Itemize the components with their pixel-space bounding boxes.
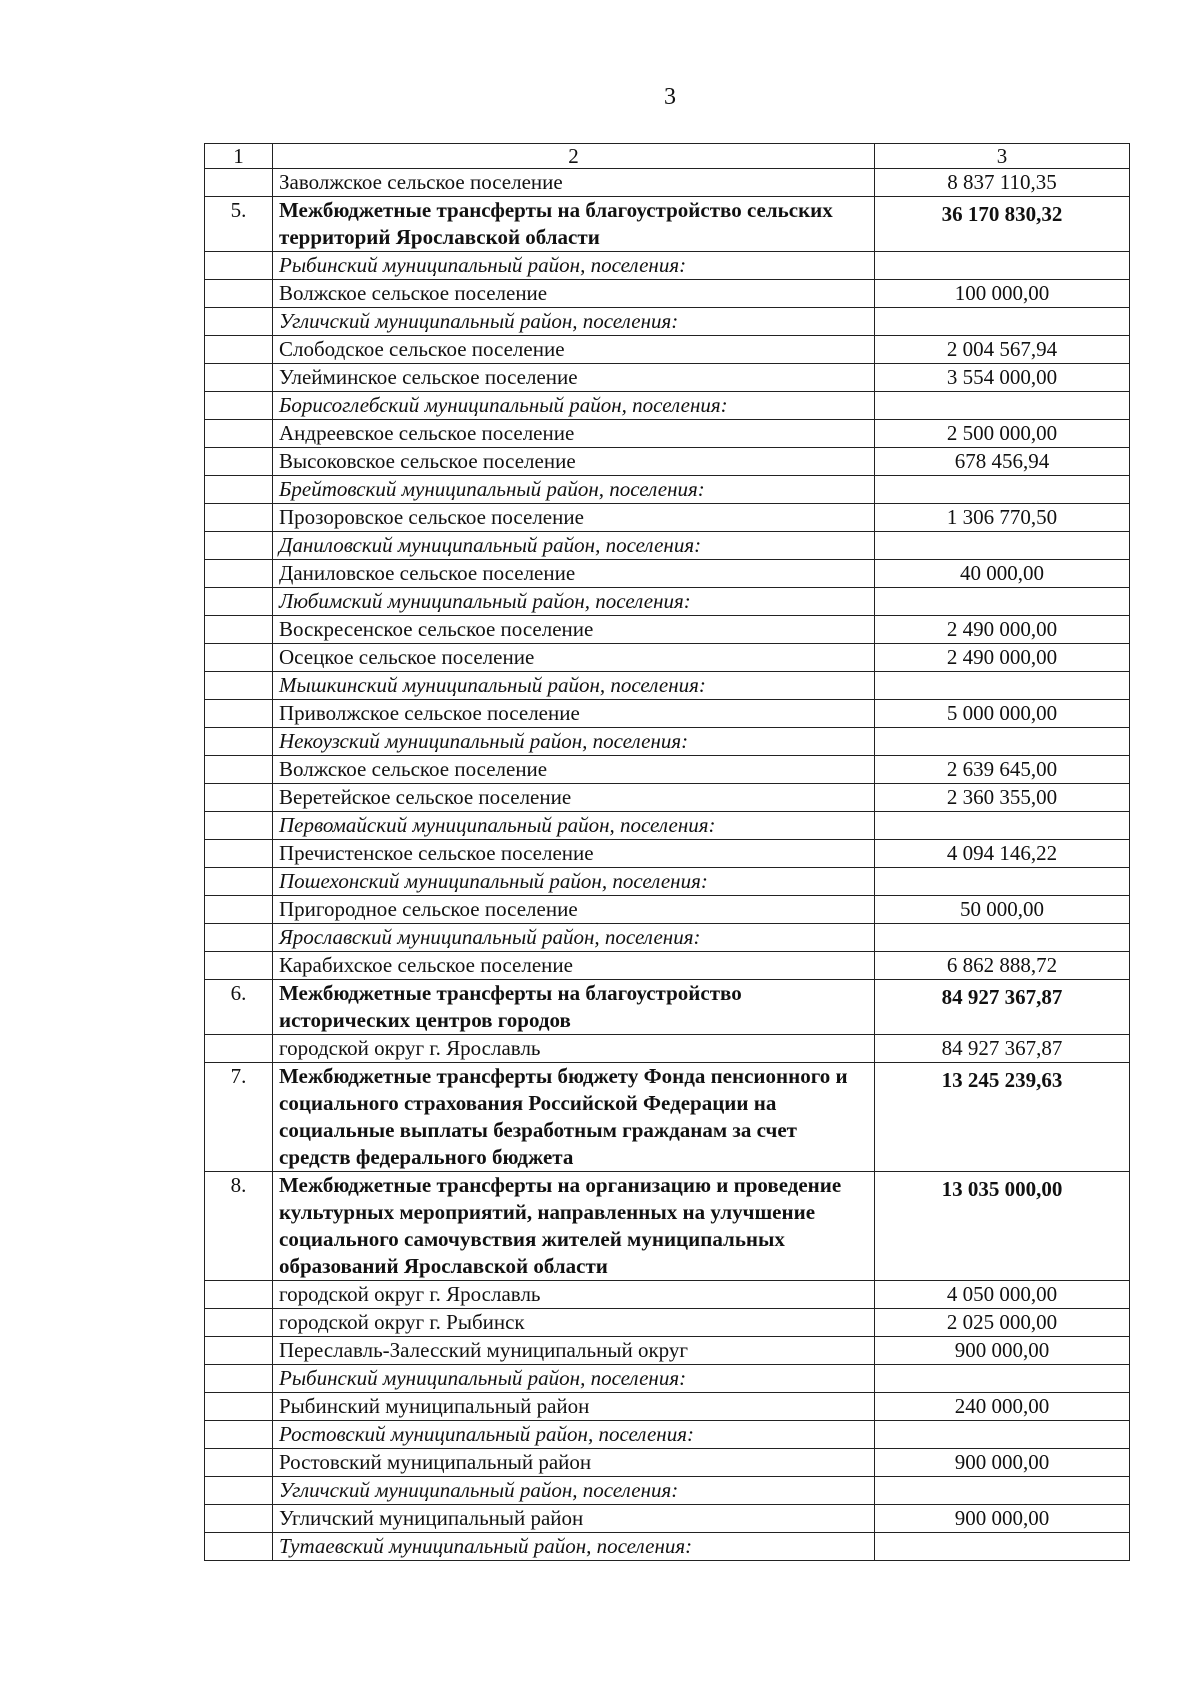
row-amount <box>875 812 1130 840</box>
row-amount <box>875 1477 1130 1505</box>
table-row <box>205 896 1130 924</box>
row-amount: 84 927 367,87 <box>875 980 1130 1035</box>
row-amount: 4 094 146,22 <box>875 840 1130 868</box>
table-row <box>205 952 1130 980</box>
row-number <box>205 1281 273 1309</box>
row-name: Межбюджетные трансферты бюджету Фонда пенсионного и социального страхования Российской Федерации на социальные выплаты безработным гражданам за счет средств федерального бюджета <box>273 1063 875 1172</box>
table-row <box>205 1449 1130 1477</box>
row-amount <box>875 1533 1130 1561</box>
row-number <box>205 1365 273 1393</box>
row-amount: 13 035 000,00 <box>875 1172 1130 1281</box>
row-amount: 900 000,00 <box>875 1449 1130 1477</box>
row-amount <box>875 588 1130 616</box>
row-name: Слободское сельское поселение <box>273 336 875 364</box>
table-row <box>205 1337 1130 1365</box>
header-col-2: 2 <box>273 144 875 169</box>
row-amount: 1 306 770,50 <box>875 504 1130 532</box>
row-number <box>205 756 273 784</box>
row-number <box>205 672 273 700</box>
row-number <box>205 868 273 896</box>
table-row <box>205 756 1130 784</box>
table-row <box>205 169 1130 197</box>
row-amount: 678 456,94 <box>875 448 1130 476</box>
table-row <box>205 420 1130 448</box>
row-number <box>205 252 273 280</box>
row-number <box>205 336 273 364</box>
table-row <box>205 1309 1130 1337</box>
row-amount: 240 000,00 <box>875 1393 1130 1421</box>
row-amount: 6 862 888,72 <box>875 952 1130 980</box>
section-row <box>205 1172 1130 1281</box>
row-name: Ярославский муниципальный район, поселения: <box>273 924 875 952</box>
row-number <box>205 1337 273 1365</box>
row-number <box>205 924 273 952</box>
row-number <box>205 1477 273 1505</box>
table-row <box>205 1035 1130 1063</box>
row-number <box>205 700 273 728</box>
row-number <box>205 1393 273 1421</box>
row-number: 8. <box>205 1172 273 1281</box>
row-name: Прозоровское сельское поселение <box>273 504 875 532</box>
row-name: Угличский муниципальный район <box>273 1505 875 1533</box>
row-amount <box>875 1421 1130 1449</box>
row-amount <box>875 392 1130 420</box>
row-name: Угличский муниципальный район, поселения: <box>273 1477 875 1505</box>
row-amount <box>875 476 1130 504</box>
row-amount: 2 360 355,00 <box>875 784 1130 812</box>
row-name: Пригородное сельское поселение <box>273 896 875 924</box>
row-name: Осецкое сельское поселение <box>273 644 875 672</box>
row-number <box>205 476 273 504</box>
row-name: Ростовский муниципальный район, поселения: <box>273 1421 875 1449</box>
row-amount: 13 245 239,63 <box>875 1063 1130 1172</box>
row-number: 7. <box>205 1063 273 1172</box>
row-amount: 2 004 567,94 <box>875 336 1130 364</box>
district-row <box>205 868 1130 896</box>
header-col-3: 3 <box>875 144 1130 169</box>
row-name: Межбюджетные трансферты на благоустройство сельских территорий Ярославской области <box>273 197 875 252</box>
row-number: 6. <box>205 980 273 1035</box>
row-name: Межбюджетные трансферты на организацию и проведение культурных мероприятий, направленных на улучшение социального самочувствия жителей муниципальных образований Ярославской области <box>273 1172 875 1281</box>
row-number <box>205 504 273 532</box>
row-number <box>205 1533 273 1561</box>
row-name: Рыбинский муниципальный район, поселения: <box>273 252 875 280</box>
row-number <box>205 308 273 336</box>
section-row <box>205 197 1130 252</box>
row-name: Андреевское сельское поселение <box>273 420 875 448</box>
row-amount <box>875 308 1130 336</box>
row-amount <box>875 868 1130 896</box>
row-name: Брейтовский муниципальный район, поселения: <box>273 476 875 504</box>
row-name: Даниловское сельское поселение <box>273 560 875 588</box>
row-number <box>205 1309 273 1337</box>
table-row <box>205 504 1130 532</box>
row-name: Пречистенское сельское поселение <box>273 840 875 868</box>
row-name: Переславль-Залесский муниципальный округ <box>273 1337 875 1365</box>
row-name: Волжское сельское поселение <box>273 280 875 308</box>
row-amount <box>875 672 1130 700</box>
row-amount: 3 554 000,00 <box>875 364 1130 392</box>
row-name: Карабихское сельское поселение <box>273 952 875 980</box>
row-amount <box>875 1365 1130 1393</box>
row-number <box>205 392 273 420</box>
row-amount: 2 490 000,00 <box>875 616 1130 644</box>
district-row <box>205 1533 1130 1561</box>
district-row <box>205 476 1130 504</box>
row-name: Тутаевский муниципальный район, поселения: <box>273 1533 875 1561</box>
row-number <box>205 840 273 868</box>
row-number <box>205 1421 273 1449</box>
row-number <box>205 784 273 812</box>
row-name: Даниловский муниципальный район, поселения: <box>273 532 875 560</box>
row-number <box>205 952 273 980</box>
row-amount: 100 000,00 <box>875 280 1130 308</box>
row-number <box>205 616 273 644</box>
row-name: городской округ г. Ярославль <box>273 1035 875 1063</box>
table-body <box>205 144 1130 1561</box>
district-row <box>205 1421 1130 1449</box>
table-row <box>205 616 1130 644</box>
row-number <box>205 812 273 840</box>
row-number <box>205 364 273 392</box>
row-amount: 4 050 000,00 <box>875 1281 1130 1309</box>
row-amount: 2 500 000,00 <box>875 420 1130 448</box>
row-amount: 84 927 367,87 <box>875 1035 1130 1063</box>
table-row <box>205 1505 1130 1533</box>
row-name: Рыбинский муниципальный район, поселения: <box>273 1365 875 1393</box>
row-amount <box>875 532 1130 560</box>
district-row <box>205 1365 1130 1393</box>
row-number <box>205 644 273 672</box>
table-row <box>205 364 1130 392</box>
row-name: Ростовский муниципальный район <box>273 1449 875 1477</box>
table-header-row <box>205 144 1130 169</box>
table-row <box>205 1281 1130 1309</box>
row-number: 5. <box>205 197 273 252</box>
row-number <box>205 1035 273 1063</box>
row-number <box>205 1449 273 1477</box>
row-amount: 2 490 000,00 <box>875 644 1130 672</box>
table-row <box>205 700 1130 728</box>
district-row <box>205 1477 1130 1505</box>
row-name: Воскресенское сельское поселение <box>273 616 875 644</box>
row-amount: 900 000,00 <box>875 1505 1130 1533</box>
row-amount <box>875 728 1130 756</box>
district-row <box>205 532 1130 560</box>
row-name: городской округ г. Ярославль <box>273 1281 875 1309</box>
table-row <box>205 560 1130 588</box>
row-amount <box>875 252 1130 280</box>
row-name: Первомайский муниципальный район, поселения: <box>273 812 875 840</box>
row-number <box>205 532 273 560</box>
table-row <box>205 336 1130 364</box>
transfers-table <box>204 143 1130 1561</box>
row-name: Заволжское сельское поселение <box>273 169 875 197</box>
district-row <box>205 588 1130 616</box>
section-row <box>205 1063 1130 1172</box>
table-row <box>205 1393 1130 1421</box>
row-amount: 40 000,00 <box>875 560 1130 588</box>
row-name: Высоковское сельское поселение <box>273 448 875 476</box>
row-name: городской округ г. Рыбинск <box>273 1309 875 1337</box>
row-number <box>205 588 273 616</box>
row-name: Любимский муниципальный район, поселения: <box>273 588 875 616</box>
page-number: 3 <box>664 84 676 110</box>
district-row <box>205 308 1130 336</box>
table-row <box>205 448 1130 476</box>
row-name: Межбюджетные трансферты на благоустройство исторических центров городов <box>273 980 875 1035</box>
row-name: Приволжское сельское поселение <box>273 700 875 728</box>
district-row <box>205 728 1130 756</box>
district-row <box>205 812 1130 840</box>
row-name: Некоузский муниципальный район, поселения: <box>273 728 875 756</box>
row-name: Рыбинский муниципальный район <box>273 1393 875 1421</box>
row-name: Волжское сельское поселение <box>273 756 875 784</box>
row-name: Борисоглебский муниципальный район, поселения: <box>273 392 875 420</box>
row-amount: 2 639 645,00 <box>875 756 1130 784</box>
table-row <box>205 840 1130 868</box>
table-row <box>205 280 1130 308</box>
district-row <box>205 252 1130 280</box>
row-number <box>205 169 273 197</box>
row-amount: 900 000,00 <box>875 1337 1130 1365</box>
district-row <box>205 672 1130 700</box>
row-amount: 8 837 110,35 <box>875 169 1130 197</box>
district-row <box>205 392 1130 420</box>
row-name: Угличский муниципальный район, поселения: <box>273 308 875 336</box>
district-row <box>205 924 1130 952</box>
row-number <box>205 896 273 924</box>
row-amount: 5 000 000,00 <box>875 700 1130 728</box>
row-name: Веретейское сельское поселение <box>273 784 875 812</box>
row-number <box>205 560 273 588</box>
table-row <box>205 784 1130 812</box>
row-number <box>205 448 273 476</box>
row-amount: 2 025 000,00 <box>875 1309 1130 1337</box>
row-name: Мышкинский муниципальный район, поселения: <box>273 672 875 700</box>
table-row <box>205 644 1130 672</box>
row-number <box>205 728 273 756</box>
row-amount: 50 000,00 <box>875 896 1130 924</box>
row-number <box>205 280 273 308</box>
row-amount: 36 170 830,32 <box>875 197 1130 252</box>
row-amount <box>875 924 1130 952</box>
row-number <box>205 1505 273 1533</box>
row-name: Улейминское сельское поселение <box>273 364 875 392</box>
row-number <box>205 420 273 448</box>
header-col-1: 1 <box>205 144 273 169</box>
section-row <box>205 980 1130 1035</box>
row-name: Пошехонский муниципальный район, поселения: <box>273 868 875 896</box>
